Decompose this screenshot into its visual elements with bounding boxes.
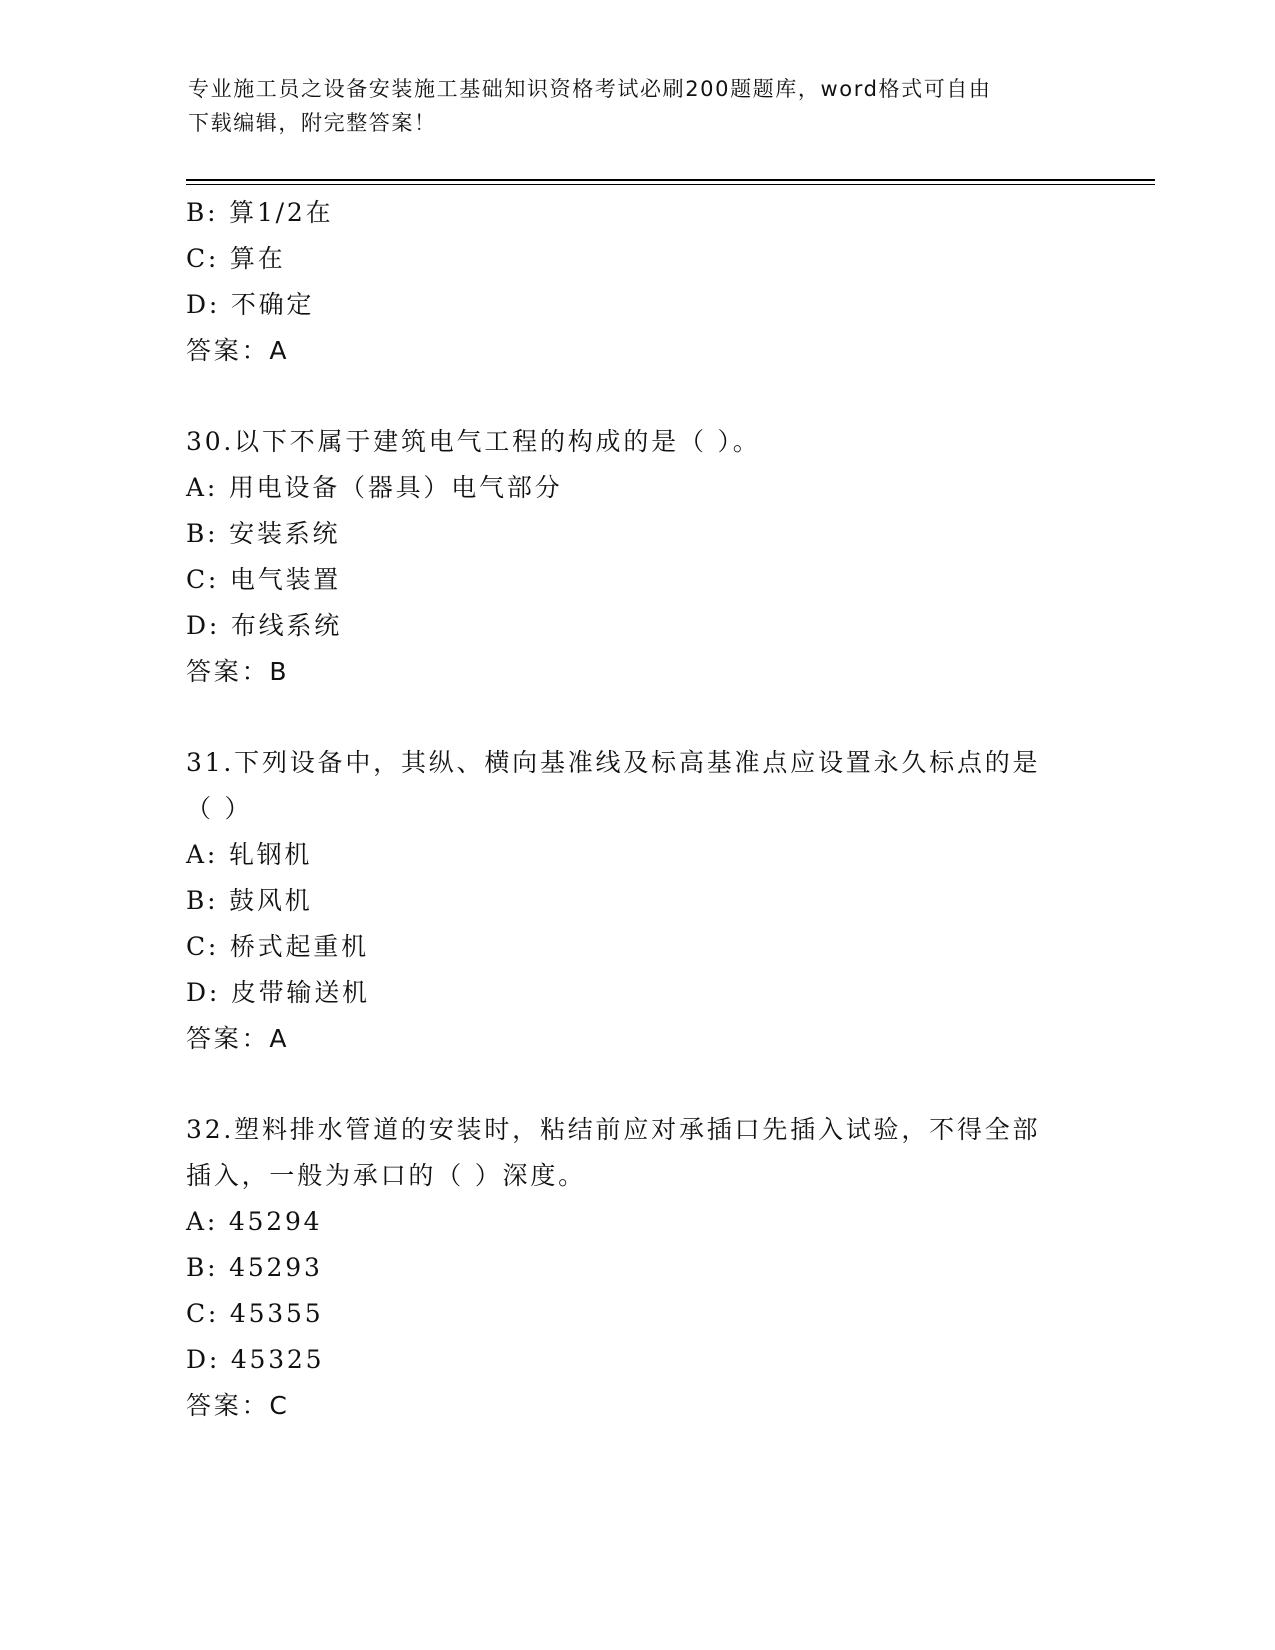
header-line-2: 下载编辑，附完整答案！ [188, 111, 437, 135]
question-text: 30.以下不属于建筑电气工程的构成的是（ ）。 [186, 427, 761, 456]
option-c: C: 算在 [186, 244, 286, 273]
document-header [188, 72, 1068, 140]
question-text-cont: （ ） [186, 794, 253, 823]
answer-line: 答案：A [186, 336, 290, 365]
option-b: B: 安装系统 [186, 519, 341, 548]
answer-line: 答案：A [186, 1024, 290, 1053]
question-31 [186, 740, 1086, 1062]
option-b: B: 45293 [186, 1253, 323, 1282]
option-b: B: 算1/2在 [186, 198, 334, 227]
option-c: C: 桥式起重机 [186, 932, 369, 961]
option-c: C: 45355 [186, 1299, 324, 1328]
question-list [186, 190, 1086, 1429]
option-d: D: 布线系统 [186, 611, 343, 640]
option-a: A: 用电设备（器具）电气部分 [186, 473, 563, 502]
option-a: A: 轧钢机 [186, 840, 313, 869]
question-text: 32.塑料排水管道的安装时，粘结前应对承插口先插入试验，不得全部 [186, 1115, 1041, 1144]
header-divider-thin [186, 184, 1155, 185]
option-a: A: 45294 [186, 1207, 323, 1236]
answer-line: 答案：C [186, 1391, 290, 1420]
question-32 [186, 1107, 1086, 1429]
option-d: D: 45325 [186, 1345, 325, 1374]
header-line-1: 专业施工员之设备安装施工基础知识资格考试必刷200题题库，word格式可自由 [188, 77, 992, 101]
question-30 [186, 419, 1086, 695]
option-d: D: 皮带输送机 [186, 978, 370, 1007]
answer-line: 答案：B [186, 657, 290, 686]
option-d: D: 不确定 [186, 290, 315, 319]
question-29-partial [186, 190, 1086, 374]
question-text: 31.下列设备中，其纵、横向基准线及标高基准点应设置永久标点的是 [186, 748, 1041, 777]
option-b: B: 鼓风机 [186, 886, 313, 915]
option-c: C: 电气装置 [186, 565, 342, 594]
header-divider [186, 179, 1155, 181]
question-text-cont: 插入，一般为承口的（ ）深度。 [186, 1161, 586, 1190]
